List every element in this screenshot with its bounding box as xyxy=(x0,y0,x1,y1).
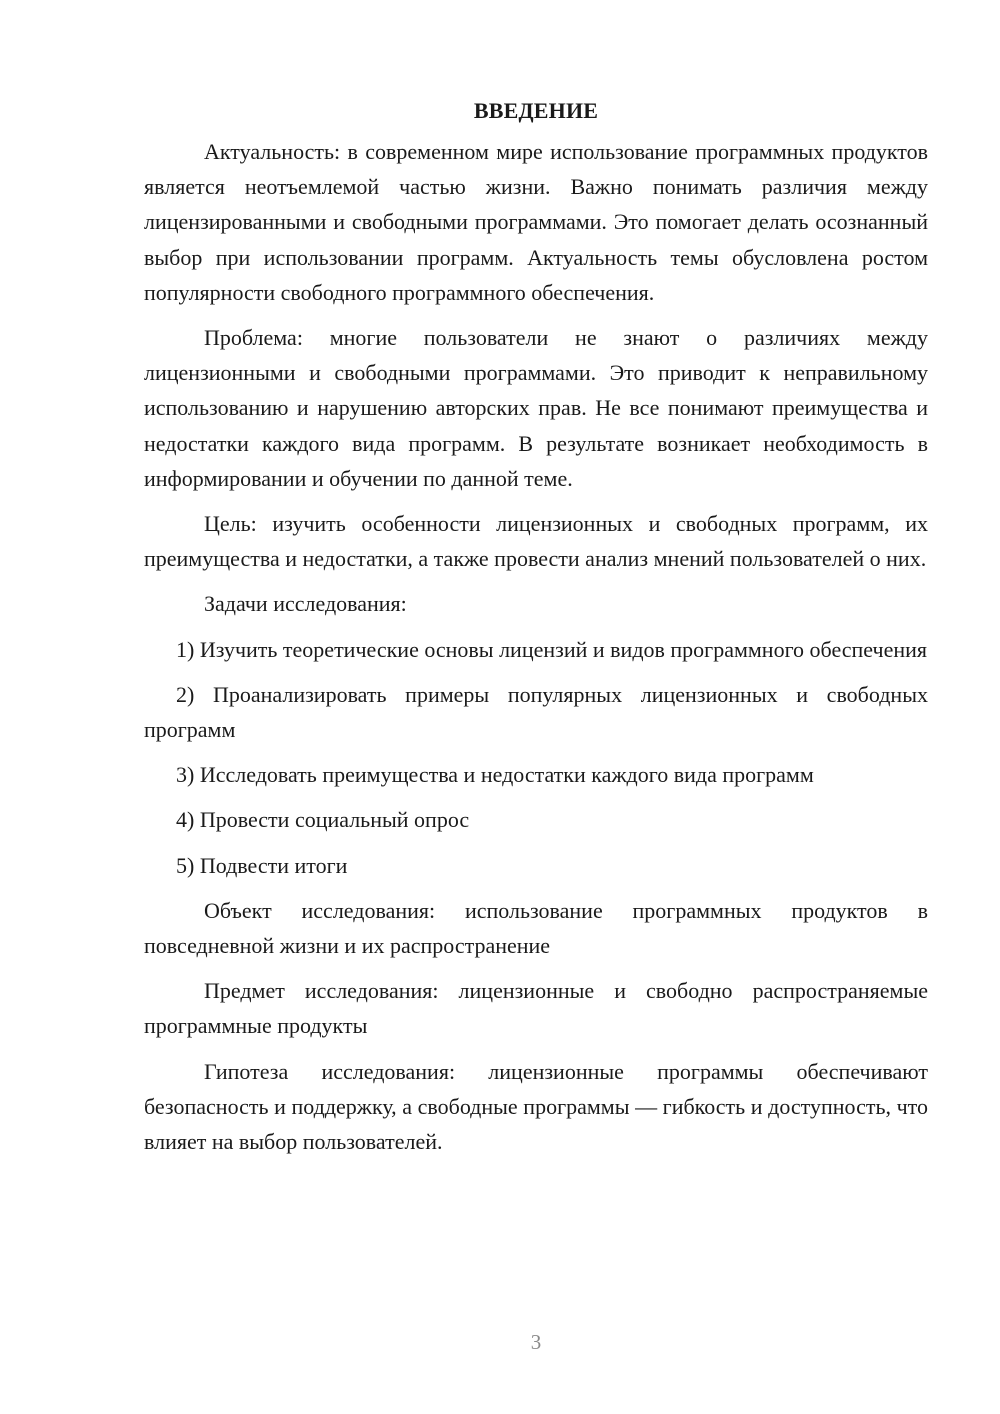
task-item-5: 5) Подвести итоги xyxy=(176,852,348,878)
task-item-2: 2) Проанализировать примеры популярных лицензионных и свободных программ xyxy=(144,681,928,743)
object-paragraph: Объект исследования: использование программных продуктов в повседневной жизни и их распространение xyxy=(144,897,928,959)
task-item-4: 4) Провести социальный опрос xyxy=(176,807,470,833)
subject-paragraph: Предмет исследования: лицензионные и свободно распространяемые программные продукты xyxy=(144,978,928,1039)
tasks-heading: Задачи исследования: xyxy=(204,591,407,617)
goal-paragraph: Цель: изучить особенности лицензионных и свободных программ, их преимущества и недостатки, а также провести анализ мнений пользователей о них. xyxy=(144,511,928,572)
relevance-paragraph: Актуальность: в современном мире использование программных продуктов является неотъемлемой частью жизни. Важно понимать различия между лицензированными и свободными программами. Это помогает делать осознанный выбор при использовании программ. Актуальность темы обусловлена ростом популярности свободного программного обеспечения. xyxy=(144,139,928,305)
page-title: ВВЕДЕНИЕ xyxy=(473,98,599,123)
hypothesis-paragraph: Гипотеза исследования: лицензионные программы обеспечивают безопасность и поддержку, а свободные программы — гибкость и доступность, что влияет на выбор пользователей. xyxy=(144,1058,928,1155)
page-number: 3 xyxy=(530,1330,542,1354)
task-item-3: 3) Исследовать преимущества и недостатки каждого вида программ xyxy=(176,762,814,788)
problem-paragraph: Проблема: многие пользователи не знают о различиях между лицензионными и свободными программами. Это приводит к неправильному использованию и нарушению авторских прав. Не все понимают преимущества и недостатки каждого вида программ. В результате возникает необходимость в информировании и обучении по данной теме. xyxy=(144,325,928,491)
task-item-1: 1) Изучить теоретические основы лицензий и видов программного обеспечения xyxy=(176,636,928,662)
document-page xyxy=(144,92,928,1159)
